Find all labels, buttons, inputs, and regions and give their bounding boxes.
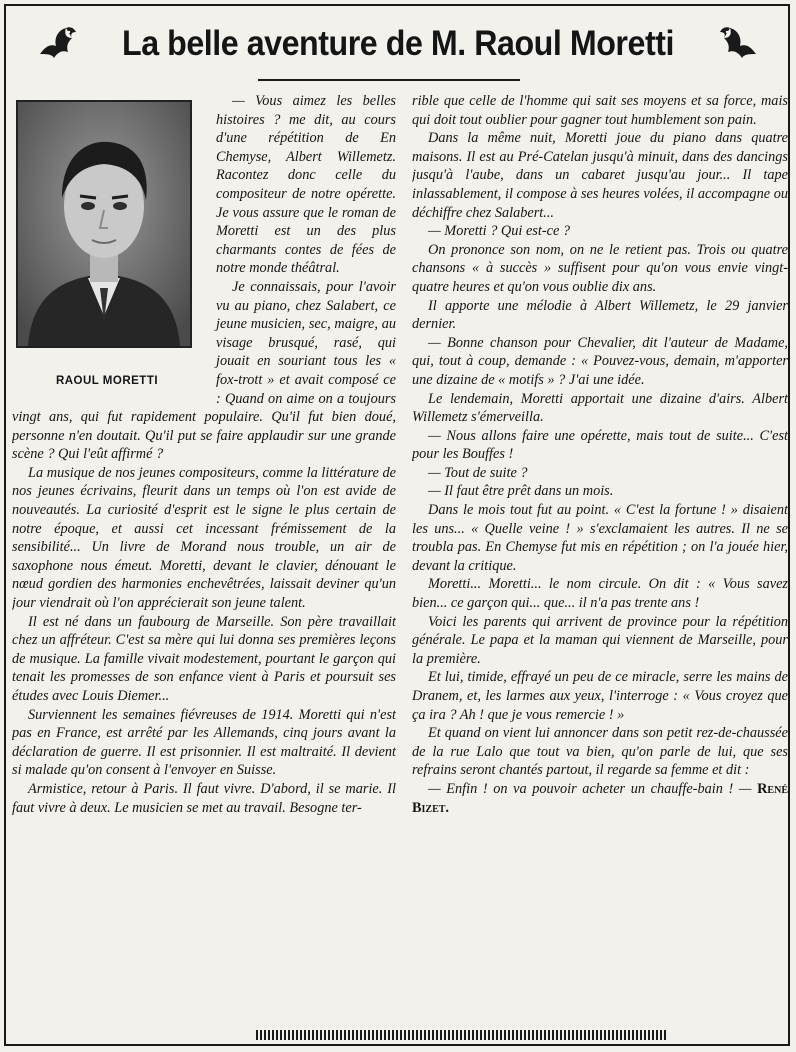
paragraph: Je connaissais, pour l'avoir vu au piano, chez Salabert, ce jeune musicien, sec, maigre, au visage brusqué, rasé, qui jouait en souriant tous les « fox-trott » et avait composé ce : Quand on aime on a toujours vingt ans, qui fut rapidement populaire. Qu'il fut bien doué, personne n'en doutait. Qu'il put se faire applaudir sur une grande scène ? Qui l'eût affirmé ? xyxy=(12,278,396,463)
paragraph: Il apporte une mélodie à Albert Willemetz, le 29 janvier dernier. xyxy=(412,297,788,333)
photo-caption: RAOUL MORETTI xyxy=(55,375,159,387)
paragraph: Surviennent les semaines fiévreuses de 1914. Moretti qui n'est pas en France, est arrêté par les Allemands, cinq jours avant la déclaration de guerre. Il est prisonnier. Il est maltraité. Il devient si malade qu'on consent à l'envoyer en Suisse. xyxy=(12,706,396,779)
paragraph: Le lendemain, Moretti apportait une dizaine d'airs. Albert Willemetz s'émerveilla. xyxy=(412,390,788,426)
paragraph: — Vous aimez les belles histoires ? me dit, au cours d'une répétition de En Chemyse, Albert Willemetz. Racontez donc celle du compositeur de notre opérette. Je vous assure que le roman de Moretti est un des plus charmants contes de fées de notre monde théâtral. xyxy=(216,93,396,277)
headline xyxy=(0,14,796,74)
portrait-photo xyxy=(16,100,192,348)
paragraph: Dans la même nuit, Moretti joue du piano dans quatre maisons. Il est au Pré-Catelan jusqu'à minuit, dans des dancings jusqu'à l'aube, dans un cabaret jusqu'au jour... Il tape inlassablement, il compose à ses heures volées, il accompagne ou déchiffre chez Salabert... xyxy=(412,130,788,221)
author-signature: René Bizet. xyxy=(412,780,788,816)
paragraph: — Moretti ? Qui est-ce ? xyxy=(428,223,571,240)
portrait-image xyxy=(18,102,190,346)
footer-rule xyxy=(256,1030,668,1040)
paragraph: — Tout de suite ? xyxy=(428,464,528,481)
portrait-figure xyxy=(12,100,202,391)
paragraph: — Enfin ! on va pouvoir acheter un chauffe-bain ! — René Bizet. xyxy=(412,780,788,816)
bird-ornament-icon xyxy=(36,24,80,64)
article-title: La belle aventure de M. Raoul Moretti xyxy=(122,24,674,63)
paragraph: Et lui, timide, effrayé un peu de ce miracle, serre les mains de Dranem, et, les larmes aux yeux, l'interroge : « Vous croyez que ça ira ? Ah ! que je vous remercie ! » xyxy=(412,669,788,723)
paragraph: On prononce son nom, on ne le retient pas. Trois ou quatre chansons « à succès » suffisent pour qu'on vous envie vingt-quatre heures et qu'on vous oublie dix ans. xyxy=(412,241,788,295)
title-underline xyxy=(258,79,520,81)
paragraph: — Bonne chanson pour Chevalier, dit l'auteur de Madame, qui, tout à coup, demande : « Pouvez-vous, demain, m'apporter une dizaine de « motifs » ? J'ai une idée. xyxy=(412,334,788,388)
paragraph: Voici les parents qui arrivent de province pour la répétition générale. Le papa et la maman qui viennent de Marseille, pour la première. xyxy=(412,613,788,667)
paragraph: — Il faut être prêt dans un mois. xyxy=(428,483,614,500)
paragraph: Et quand on vient lui annoncer dans son petit rez-de-chaussée de la rue Lalo que tout va bien, qu'on parle de lui, que ses refrains seront chantés partout, il regarde sa femme et dit : xyxy=(412,725,788,779)
article-body xyxy=(12,92,788,1022)
paragraph: — Nous allons faire une opérette, mais tout de suite... C'est pour les Bouffes ! xyxy=(412,427,788,463)
right-column xyxy=(412,92,788,1022)
right-column-text xyxy=(412,92,788,817)
bird-ornament-icon xyxy=(716,24,760,64)
paragraph: Armistice, retour à Paris. Il faut vivre. D'abord, il se marie. Il faut vivre à deux. Le musicien se met au travail. Besogne ter- xyxy=(12,780,396,816)
paragraph: rible que celle de l'homme qui sait ses moyens et sa force, mais qui doit tout oublier pour gagner tout humblement son pain. xyxy=(412,93,788,128)
paragraph: Moretti... Moretti... le nom circule. On dit : « Vous savez bien... ce garçon qui... que... il n'a pas trente ans ! xyxy=(412,576,788,612)
paragraph: Dans le mois tout fut au point. « C'est la fortune ! » disaient les uns... « Quelle veine ! » s'exclamaient les autres. Il ne se troubla pas. En Chemyse fut mis en répétition ; on l'a jouée hier, devant la critique. xyxy=(412,502,788,574)
left-column xyxy=(12,92,396,1022)
paragraph: Il est né dans un faubourg de Marseille. Son père travaillait chez un affréteur. C'est sa mère qui lui donna ses premières leçons de musique. La famille vivait modestement, pourtant le garçon qui tenait les promesses de son enfance vient à Paris et poursuit ses études avec Louis Diemer... xyxy=(12,613,396,704)
paragraph: La musique de nos jeunes compositeurs, comme la littérature de nos jeunes écrivains, fleurit dans un temps où l'on est avide de nouveautés. La curiosité d'esprit est le signe le plus certain de notre époque, et aussi cet incessant frémissement de la sensibilité... Un livre de Morand nous trouble, un air de saxophone nous émeut. Moretti, devant le clavier, dénouant le nœud gordien des harmonies enchevêtrées, laissait deviner qu'un jour viendrait où l'on apprécierait son jeune talent. xyxy=(12,464,396,612)
